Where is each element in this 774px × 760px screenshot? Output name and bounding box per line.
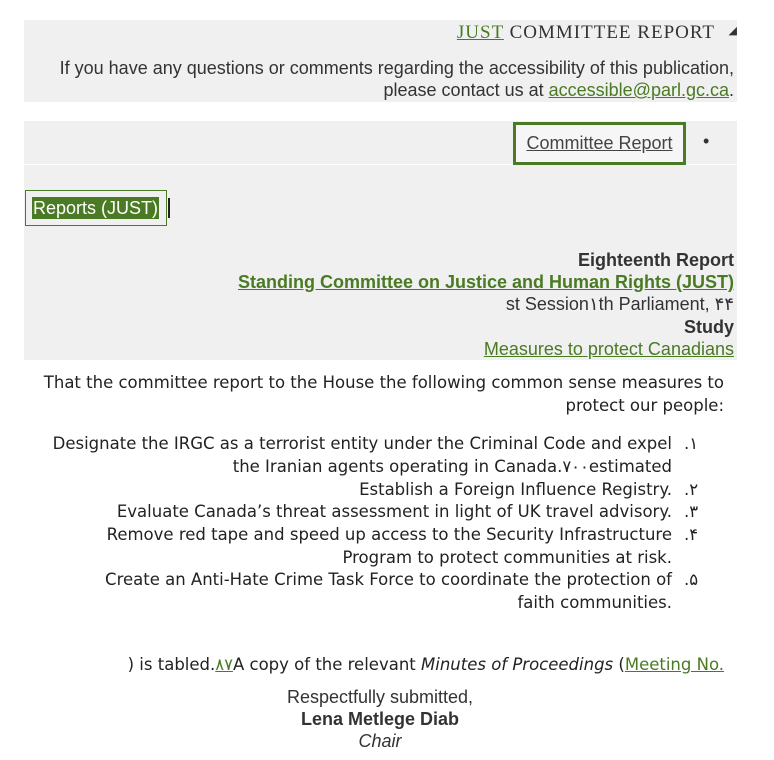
report-intro: That the committee report to the House the following common sense measures to protect our people: (43, 373, 724, 415)
list-item-number: .۲ (684, 480, 699, 499)
signature-role: Chair (358, 731, 402, 751)
list-item-number: .۵ (684, 570, 699, 589)
list-item-number: .۳ (684, 502, 699, 521)
list-item: Remove red tape and speed up access to the Security Infrastructure Program to protect communities at risk. (106, 525, 672, 567)
report-header-title (457, 22, 715, 44)
signature-name: Lena Metlege Diab (300, 709, 460, 729)
list-bullet: • (703, 131, 710, 151)
header-title-text: COMMITTEE REPORT (503, 22, 715, 43)
study-link-wrapper (484, 338, 734, 360)
accessibility-message (24, 57, 734, 101)
list-item: Create an Anti-Hate Crime Task Force to coordinate the protection of faith communities. (105, 570, 672, 612)
signature-closing: Respectfully submitted, (286, 687, 474, 707)
committee-acronym-link[interactable]: JUST (456, 22, 504, 43)
study-title-link[interactable]: Measures to protect Canadians (483, 339, 734, 359)
accessibility-text: If you have any questions or comments regarding the accessibility of this publication, please contact us at (59, 58, 734, 100)
tabled-text-a: ) is tabled. (127, 655, 216, 674)
accessibility-banner (24, 20, 737, 102)
text-cursor (168, 198, 170, 218)
list-item: Designate the IRGC as a terrorist entity under the Criminal Code and expel the Iranian agents operating in Canada.۷۰۰estimated (52, 434, 672, 476)
minutes-of-proceedings: Minutes of Proceedings (421, 655, 614, 674)
accessibility-period: . (728, 80, 734, 100)
committee-name-link[interactable]: Standing Committee on Justice and Human Rights (JUST) (237, 272, 734, 292)
committee-report-label: Committee Report (526, 133, 673, 153)
tabled-statement (128, 654, 724, 676)
corner-arrow-icon: ◢ (728, 25, 737, 37)
tabled-text-c: ( (613, 655, 625, 674)
list-item-number: .۴ (684, 525, 699, 544)
list-item: Establish a Foreign Influence Registry. (359, 480, 672, 499)
reports-just-link[interactable]: Reports (JUST) (33, 198, 159, 218)
report-nav (24, 121, 737, 164)
accessibility-email-link[interactable]: accessible@parl.gc.ca (548, 80, 729, 100)
list-item: Evaluate Canada’s threat assessment in light of UK travel advisory. (116, 502, 672, 521)
committee-link-wrapper (238, 271, 734, 293)
meeting-link[interactable]: Meeting No. (624, 655, 724, 674)
list-item-number: .۱ (684, 434, 699, 453)
committee-report-button[interactable] (513, 122, 686, 165)
report-info-band (24, 165, 737, 360)
meeting-number-link[interactable]: ۸۷ (215, 655, 233, 674)
session-info: st Session۱th Parliament, ۴۴ (505, 294, 734, 314)
report-number: Eighteenth Report (578, 250, 734, 270)
tabled-text-b: A copy of the relevant (232, 655, 421, 674)
study-label: Study (683, 317, 734, 337)
